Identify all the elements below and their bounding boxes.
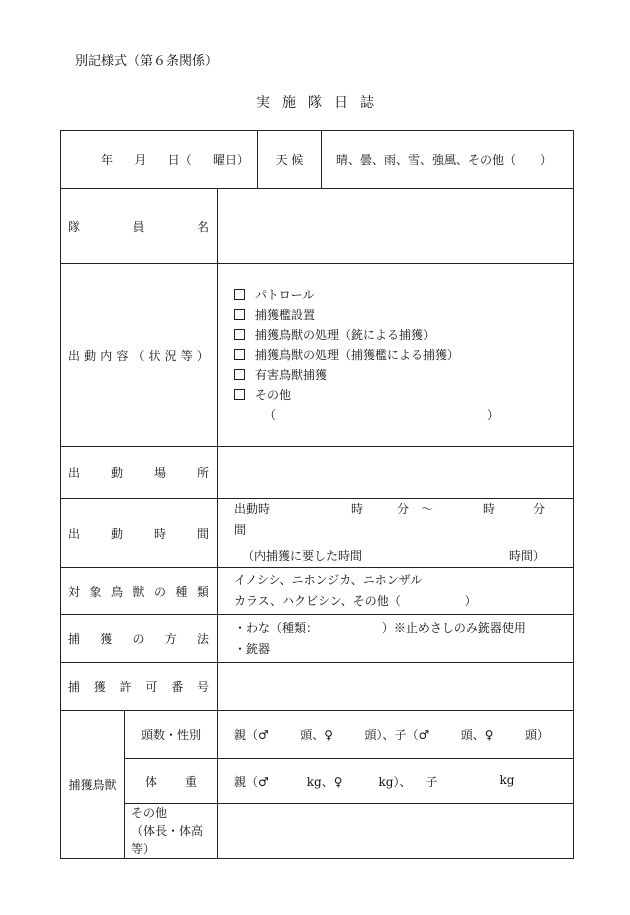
count-sex-field[interactable]: 親（♂ 頭、♀ 頭）、子（♂ 頭、♀ 頭）	[218, 711, 574, 759]
dispatch-time-line: 出動時間 時 分 〜 時 分	[234, 502, 546, 537]
date-weather-row	[61, 131, 574, 189]
checkbox-patrol[interactable]: パトロール	[234, 285, 573, 305]
method-row	[61, 615, 574, 663]
checkbox-icon	[234, 369, 245, 380]
location-field[interactable]	[218, 447, 574, 499]
members-label: 隊 員 名	[61, 189, 218, 264]
count-sex-label: 頭数・性別	[125, 711, 218, 759]
other-measurements-field[interactable]	[218, 804, 574, 859]
other-measurements-label: その他 （体長・体高等）	[125, 804, 218, 859]
activity-row	[61, 264, 574, 447]
document-title: 実施隊日誌	[256, 95, 386, 111]
checkbox-icon	[234, 329, 245, 340]
checkbox-disposal-cage[interactable]: 捕獲鳥獣の処理（捕獲檻による捕獲）	[234, 345, 573, 365]
activity-checklist	[218, 264, 574, 447]
weight-field[interactable]: 親（♂ kg、♀ kg）、 子 kg	[218, 759, 574, 804]
date-cell[interactable]	[61, 131, 258, 189]
weight-label: 体 重	[125, 759, 218, 804]
weather-label: 天 候	[258, 131, 322, 189]
time-label: 出 動 時 間	[61, 499, 218, 568]
other-activity-field[interactable]: （ ）	[264, 408, 500, 422]
checkbox-icon	[234, 389, 245, 400]
time-row	[61, 499, 574, 568]
captured-count-row	[61, 711, 574, 759]
checkbox-other[interactable]: その他	[234, 385, 573, 405]
members-row	[61, 189, 574, 264]
checkbox-icon	[234, 289, 245, 300]
time-field[interactable]	[218, 499, 574, 568]
permit-field[interactable]	[218, 663, 574, 711]
method-field[interactable]: ・わな（種類： ）※止めさしのみ銃器使用 ・銃器	[218, 615, 574, 663]
permit-row	[61, 663, 574, 711]
weekday-label: 曜日）	[212, 153, 249, 167]
members-field[interactable]	[218, 189, 574, 264]
checkbox-pest-capture[interactable]: 有害鳥獣捕獲	[234, 365, 573, 385]
species-field[interactable]: イノシシ、ニホンジカ、ニホンザル カラス、ハクビシン、その他（ ）	[218, 568, 574, 615]
weight-row	[61, 759, 574, 804]
day-label: 日（	[167, 153, 192, 167]
checkbox-icon	[234, 309, 245, 320]
daily-log-form	[60, 130, 574, 859]
species-row	[61, 568, 574, 615]
species-label: 対 象 鳥 獣 の 種 類	[61, 568, 218, 615]
checkbox-cage-setup[interactable]: 捕獲檻設置	[234, 305, 573, 325]
permit-label: 捕 獲 許 可 番 号	[61, 663, 218, 711]
activity-label: 出 動 内 容 （ 状 況 等 ）	[61, 264, 218, 447]
weather-options[interactable]: 晴、曇、雨、雪、強風、その他（ ）	[322, 131, 574, 189]
checkbox-icon	[234, 349, 245, 360]
capture-time-line: （内捕獲に要した時間 時間）	[242, 549, 546, 563]
location-row	[61, 447, 574, 499]
month-label: 月	[134, 153, 147, 167]
form-reference-note: 別記様式（第６条関係）	[75, 54, 219, 69]
captured-animals-label: 捕獲鳥獣	[61, 711, 125, 859]
other-measurements-row	[61, 804, 574, 859]
year-label: 年	[101, 153, 114, 167]
method-label: 捕 獲 の 方 法	[61, 615, 218, 663]
checkbox-disposal-gun[interactable]: 捕獲鳥獣の処理（銃による捕獲）	[234, 325, 573, 345]
location-label: 出 動 場 所	[61, 447, 218, 499]
